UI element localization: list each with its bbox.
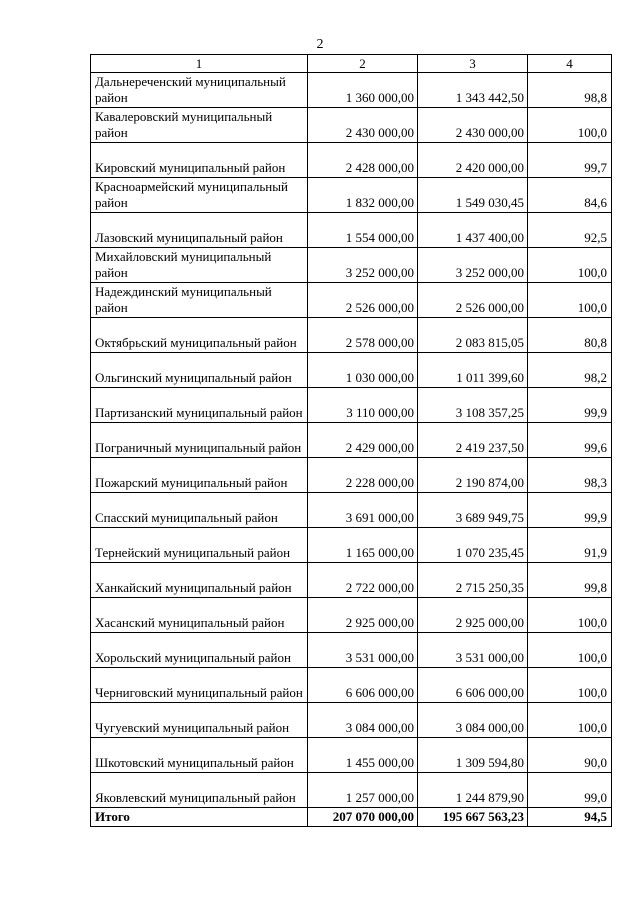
percent-cell: 100,0: [528, 108, 612, 143]
table-row: [91, 423, 612, 458]
district-name-cell: Яковлевский муниципальный район: [91, 773, 308, 808]
actual-amount-cell: 1 437 400,00: [418, 213, 528, 248]
actual-amount-cell: 2 715 250,35: [418, 563, 528, 598]
plan-amount-cell: 3 110 000,00: [308, 388, 418, 423]
page-number: 2: [316, 37, 324, 52]
percent-cell: 99,0: [528, 773, 612, 808]
district-name-cell: Ольгинский муниципальный район: [91, 353, 308, 388]
plan-amount-cell: 6 606 000,00: [308, 668, 418, 703]
total-plan: 207 070 000,00: [308, 808, 418, 827]
actual-amount-cell: 3 531 000,00: [418, 633, 528, 668]
actual-amount-cell: 1 343 442,50: [418, 73, 528, 108]
actual-amount-cell: 2 190 874,00: [418, 458, 528, 493]
percent-cell: 91,9: [528, 528, 612, 563]
table-row: [91, 143, 612, 178]
district-name-cell: Пограничный муниципальный район: [91, 423, 308, 458]
table-row: [91, 458, 612, 493]
plan-amount-cell: 1 554 000,00: [308, 213, 418, 248]
table-row: [91, 528, 612, 563]
table-row: [91, 703, 612, 738]
table-row: [91, 283, 612, 318]
actual-amount-cell: 2 925 000,00: [418, 598, 528, 633]
district-name-cell: Черниговский муниципальный район: [91, 668, 308, 703]
table-row: [91, 318, 612, 353]
district-name-cell: Кировский муниципальный район: [91, 143, 308, 178]
district-name-cell: Хасанский муниципальный район: [91, 598, 308, 633]
table-row: [91, 493, 612, 528]
percent-cell: 98,2: [528, 353, 612, 388]
percent-cell: 99,6: [528, 423, 612, 458]
percent-cell: 98,3: [528, 458, 612, 493]
table-row: [91, 668, 612, 703]
table-row: [91, 73, 612, 108]
table-row: [91, 633, 612, 668]
percent-cell: 98,8: [528, 73, 612, 108]
district-name-cell: Пожарский муниципальный район: [91, 458, 308, 493]
data-table: [90, 54, 612, 827]
district-name-cell: Хорольский муниципальный район: [91, 633, 308, 668]
table-row: [91, 598, 612, 633]
column-header: 4: [528, 55, 612, 73]
column-header: 3: [418, 55, 528, 73]
plan-amount-cell: 1 455 000,00: [308, 738, 418, 773]
percent-cell: 100,0: [528, 598, 612, 633]
actual-amount-cell: 1 011 399,60: [418, 353, 528, 388]
total-row: [91, 808, 612, 827]
district-name-cell: Красноармейский муниципальный район: [91, 178, 308, 213]
plan-amount-cell: 2 722 000,00: [308, 563, 418, 598]
plan-amount-cell: 2 429 000,00: [308, 423, 418, 458]
plan-amount-cell: 3 691 000,00: [308, 493, 418, 528]
plan-amount-cell: 1 360 000,00: [308, 73, 418, 108]
district-name-cell: Михайловский муниципальный район: [91, 248, 308, 283]
plan-amount-cell: 1 030 000,00: [308, 353, 418, 388]
percent-cell: 90,0: [528, 738, 612, 773]
plan-amount-cell: 3 084 000,00: [308, 703, 418, 738]
actual-amount-cell: 2 526 000,00: [418, 283, 528, 318]
actual-amount-cell: 1 309 594,80: [418, 738, 528, 773]
percent-cell: 100,0: [528, 248, 612, 283]
plan-amount-cell: 2 925 000,00: [308, 598, 418, 633]
percent-cell: 100,0: [528, 283, 612, 318]
district-name-cell: Шкотовский муниципальный район: [91, 738, 308, 773]
plan-amount-cell: 2 578 000,00: [308, 318, 418, 353]
actual-amount-cell: 3 689 949,75: [418, 493, 528, 528]
actual-amount-cell: 1 070 235,45: [418, 528, 528, 563]
percent-cell: 100,0: [528, 703, 612, 738]
table-row: [91, 178, 612, 213]
actual-amount-cell: 2 083 815,05: [418, 318, 528, 353]
actual-amount-cell: 1 244 879,90: [418, 773, 528, 808]
actual-amount-cell: 6 606 000,00: [418, 668, 528, 703]
district-name-cell: Дальнереченский муниципальный район: [91, 73, 308, 108]
district-name-cell: Спасский муниципальный район: [91, 493, 308, 528]
plan-amount-cell: 2 430 000,00: [308, 108, 418, 143]
district-name-cell: Чугуевский муниципальный район: [91, 703, 308, 738]
percent-cell: 99,7: [528, 143, 612, 178]
district-name-cell: Октябрьский муниципальный район: [91, 318, 308, 353]
percent-cell: 92,5: [528, 213, 612, 248]
plan-amount-cell: 1 832 000,00: [308, 178, 418, 213]
actual-amount-cell: 1 549 030,45: [418, 178, 528, 213]
plan-amount-cell: 1 165 000,00: [308, 528, 418, 563]
percent-cell: 99,9: [528, 493, 612, 528]
plan-amount-cell: 2 526 000,00: [308, 283, 418, 318]
total-percent: 94,5: [528, 808, 612, 827]
plan-amount-cell: 2 428 000,00: [308, 143, 418, 178]
total-label: Итого: [91, 808, 308, 827]
plan-amount-cell: 3 252 000,00: [308, 248, 418, 283]
table-row: [91, 248, 612, 283]
plan-amount-cell: 1 257 000,00: [308, 773, 418, 808]
table-row: [91, 563, 612, 598]
district-name-cell: Кавалеровский муниципальный район: [91, 108, 308, 143]
column-header: 1: [91, 55, 308, 73]
table-row: [91, 738, 612, 773]
actual-amount-cell: 2 420 000,00: [418, 143, 528, 178]
column-header: 2: [308, 55, 418, 73]
table-row: [91, 773, 612, 808]
table-row: [91, 108, 612, 143]
actual-amount-cell: 2 419 237,50: [418, 423, 528, 458]
district-name-cell: Лазовский муниципальный район: [91, 213, 308, 248]
actual-amount-cell: 3 108 357,25: [418, 388, 528, 423]
header-row: [91, 55, 612, 73]
percent-cell: 100,0: [528, 633, 612, 668]
district-name-cell: Тернейский муниципальный район: [91, 528, 308, 563]
total-fact: 195 667 563,23: [418, 808, 528, 827]
percent-cell: 100,0: [528, 668, 612, 703]
plan-amount-cell: 3 531 000,00: [308, 633, 418, 668]
actual-amount-cell: 2 430 000,00: [418, 108, 528, 143]
table-row: [91, 213, 612, 248]
actual-amount-cell: 3 084 000,00: [418, 703, 528, 738]
table-row: [91, 388, 612, 423]
table-row: [91, 353, 612, 388]
district-name-cell: Партизанский муниципальный район: [91, 388, 308, 423]
percent-cell: 84,6: [528, 178, 612, 213]
district-name-cell: Надеждинский муниципальный район: [91, 283, 308, 318]
plan-amount-cell: 2 228 000,00: [308, 458, 418, 493]
percent-cell: 99,9: [528, 388, 612, 423]
district-name-cell: Ханкайский муниципальный район: [91, 563, 308, 598]
percent-cell: 80,8: [528, 318, 612, 353]
percent-cell: 99,8: [528, 563, 612, 598]
actual-amount-cell: 3 252 000,00: [418, 248, 528, 283]
